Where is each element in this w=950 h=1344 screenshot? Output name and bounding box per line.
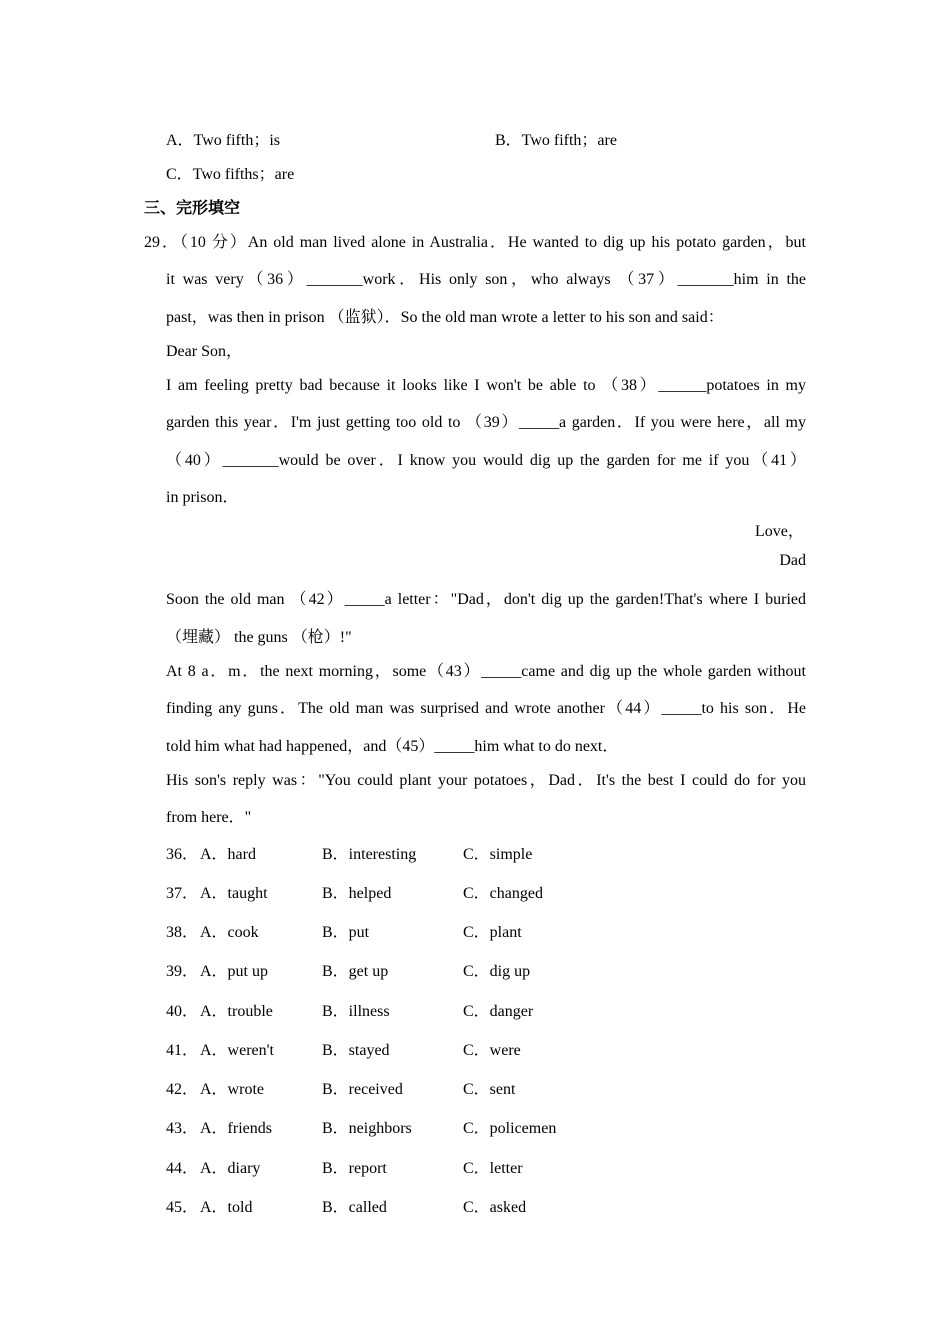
passage-line-13: At 8 a．m．the next morning，some（43）_____came and dig up the whole garden without [166, 663, 806, 680]
passage-line-1: 29．（10 分）An old man lived alone in Australia．He wanted to dig up his potato garden，but [144, 234, 806, 251]
option-b[interactable]: B．interesting [322, 846, 417, 863]
option-c[interactable]: C．were [463, 1042, 521, 1059]
option-c[interactable]: C．changed [463, 885, 543, 902]
option-a[interactable]: A．weren't [200, 1042, 274, 1059]
option-b[interactable]: B．stayed [322, 1042, 390, 1059]
option-a[interactable]: A．diary [200, 1160, 261, 1177]
option-a[interactable]: A．wrote [200, 1081, 264, 1098]
passage-line-2: it was very（36）_______work．His only son，who always （37）_______him in the [166, 271, 806, 288]
option-a[interactable]: A．hard [200, 846, 256, 863]
question-number: 38． [166, 924, 199, 941]
passage-line-17: from here．" [166, 809, 252, 826]
option-a[interactable]: A．taught [200, 885, 268, 902]
prev-option-a: A．Two fifth；is [166, 132, 280, 149]
option-c[interactable]: C．asked [463, 1199, 527, 1216]
question-number: 41． [166, 1042, 199, 1059]
option-b[interactable]: B．report [322, 1160, 387, 1177]
letter-greeting: Dear Son， [166, 343, 242, 360]
passage-line-5: I am feeling pretty bad because it looks like I won't be able to （38）______potatoes in my [166, 377, 806, 394]
option-b[interactable]: B．helped [322, 885, 392, 902]
section-heading: 三、完形填空 [144, 198, 241, 217]
option-c[interactable]: C．letter [463, 1160, 523, 1177]
option-c[interactable]: C．simple [463, 846, 533, 863]
option-a[interactable]: A．put up [200, 963, 269, 980]
passage-line-8: in prison． [166, 489, 239, 506]
question-number: 37． [166, 885, 199, 902]
question-number: 36． [166, 846, 199, 863]
passage-line-7: （40）_______would be over．I know you would dig up the garden for me if you（41） [166, 452, 806, 469]
passage-line-14: finding any guns．The old man was surprised and wrote another（44）_____to his son．He [166, 700, 806, 717]
option-c[interactable]: C．sent [463, 1081, 516, 1098]
letter-closing: Love， [755, 523, 804, 540]
option-c[interactable]: C．dig up [463, 963, 531, 980]
passage-line-15: told him what had happened，and（45）_____him what to do next． [166, 738, 619, 755]
option-b[interactable]: B．called [322, 1199, 387, 1216]
question-number: 42． [166, 1081, 199, 1098]
option-a[interactable]: A．told [200, 1199, 253, 1216]
option-b[interactable]: B．put [322, 924, 370, 941]
option-b[interactable]: B．received [322, 1081, 403, 1098]
question-number: 45． [166, 1199, 199, 1216]
question-number: 40． [166, 1003, 199, 1020]
option-c[interactable]: C．plant [463, 924, 522, 941]
prev-option-b: B．Two fifth；are [495, 132, 617, 149]
option-b[interactable]: B．illness [322, 1003, 390, 1020]
option-b[interactable]: B．get up [322, 963, 389, 980]
option-a[interactable]: A．friends [200, 1120, 272, 1137]
passage-line-11: Soon the old man （42）_____a letter："Dad，don't dig up the garden!That's where I buried [166, 591, 806, 608]
option-a[interactable]: A．cook [200, 924, 259, 941]
option-c[interactable]: C．policemen [463, 1120, 557, 1137]
question-number: 44． [166, 1160, 199, 1177]
passage-line-6: garden this year．I'm just getting too old to （39）_____a garden．If you were here，all my [166, 414, 806, 431]
question-number: 43． [166, 1120, 199, 1137]
question-number: 39． [166, 963, 199, 980]
passage-line-16: His son's reply was："You could plant your potatoes，Dad．It's the best I could do for you [166, 772, 806, 789]
passage-line-12: （埋藏） the guns （枪）!" [166, 629, 352, 646]
option-b[interactable]: B．neighbors [322, 1120, 412, 1137]
option-a[interactable]: A．trouble [200, 1003, 273, 1020]
passage-line-3: past，was then in prison （监狱）．So the old man wrote a letter to his son and said： [166, 309, 724, 326]
letter-signature: Dad [779, 552, 806, 569]
prev-option-c: C．Two fifths；are [166, 166, 295, 183]
option-c[interactable]: C．danger [463, 1003, 534, 1020]
